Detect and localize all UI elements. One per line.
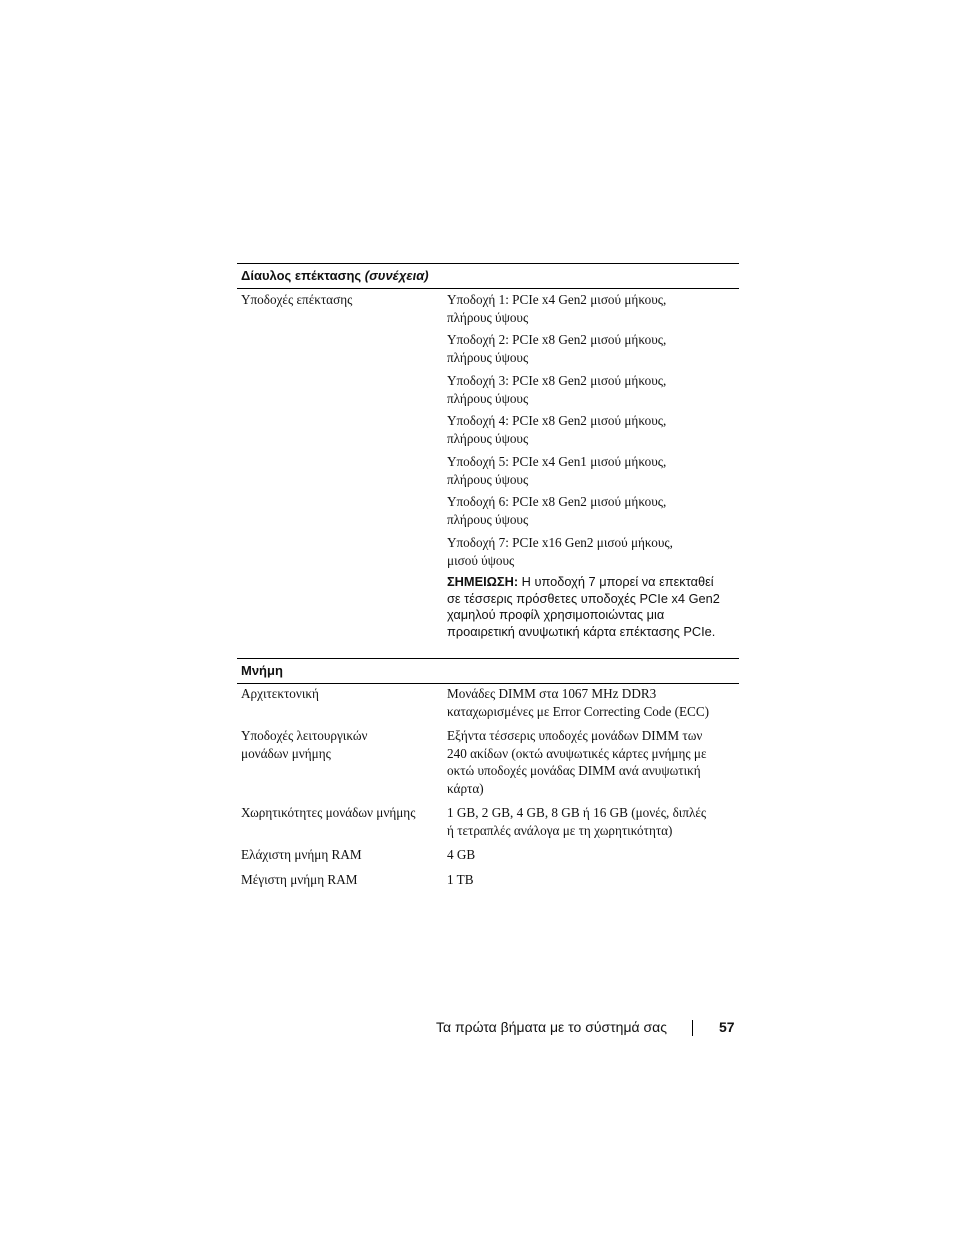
slot-entry-4: Υποδοχή 4: PCIe x8 Gen2 μισού μήκους, πλήρους ύψους [447, 413, 667, 446]
row-label: Μέγιστη μνήμη RAM [241, 872, 358, 887]
row-label: Ελάχιστη μνήμη RAM [241, 847, 362, 862]
row-label: Υποδοχές λειτουργικών μονάδων μνήμης [241, 728, 368, 761]
table-row-memory-slots [241, 727, 739, 799]
note-line-1: ΣΗΜΕΙΩΣΗ: Η υποδοχή 7 μπορεί να επεκταθεί [447, 574, 714, 589]
row-value: 4 GB [447, 847, 476, 862]
row-value: Μονάδες DIMM στα 1067 MHz DDR3 καταχωρισμένες με Error Correcting Code (ECC) [447, 686, 710, 719]
note-line-2: σε τέσσερις πρόσθετες υποδοχές PCIe x4 Gen2 [447, 590, 720, 606]
table-row-module-capacities [241, 804, 739, 844]
note-block [447, 574, 739, 640]
section-title-suffix: (συνέχεια) [364, 268, 429, 283]
footer-title: Τα πρώτα βήματα με το σύστημά σας [436, 1019, 667, 1035]
note-line-4: προαιρετική ανυψωτική κάρτα επέκτασης PCIe. [447, 623, 716, 639]
section-title: Μνήμη [241, 663, 283, 678]
table-row-min-ram [241, 846, 739, 866]
row-label: Υποδοχές επέκτασης [241, 292, 353, 307]
row-value: 1 GB, 2 GB, 4 GB, 8 GB ή 16 GB (μονές, διπλές ή τετραπλές ανάλογα με τη χωρητικότητα) [447, 805, 707, 838]
row-label: Χωρητικότητες μονάδων μνήμης [241, 805, 416, 820]
slot-entry-5: Υποδοχή 5: PCIe x4 Gen1 μισού μήκους, πλήρους ύψους [447, 454, 667, 487]
row-value: 1 TB [447, 872, 474, 887]
note-line-3: χαμηλού προφίλ χρησιμοποιώντας μια [447, 607, 665, 622]
row-label: Αρχιτεκτονική [241, 686, 319, 701]
slot-entry-7: Υποδοχή 7: PCIe x16 Gen2 μισού μήκους, μισού ύψους [447, 535, 673, 568]
page-number: 57 [719, 1019, 735, 1035]
note-label: ΣΗΜΕΙΩΣΗ: [447, 574, 519, 589]
table-row-max-ram [241, 871, 739, 891]
row-value: Εξήντα τέσσερις υποδοχές μονάδων DIMM των 240 ακίδων (οκτώ ανυψωτικές κάρτες μνήμης με οκτώ υποδοχές μονάδας DIMM ανά ανυψωτική κάρτα) [447, 728, 707, 796]
table-row-expansion-slots [241, 291, 739, 581]
section-title: Δίαυλος επέκτασης [241, 268, 362, 283]
footer-separator [692, 1020, 693, 1036]
slot-entry-3: Υποδοχή 3: PCIe x8 Gen2 μισού μήκους, πλήρους ύψους [447, 373, 667, 406]
section-header-memory [237, 658, 739, 684]
section-header-expansion-bus [237, 263, 739, 289]
slot-entry-2: Υποδοχή 2: PCIe x8 Gen2 μισού μήκους, πλήρους ύψους [447, 332, 667, 365]
slot-entry-1: Υποδοχή 1: PCIe x4 Gen2 μισού μήκους, πλήρους ύψους [447, 292, 667, 325]
table-row-architecture [241, 685, 739, 725]
slot-entry-6: Υποδοχή 6: PCIe x8 Gen2 μισού μήκους, πλήρους ύψους [447, 494, 667, 527]
